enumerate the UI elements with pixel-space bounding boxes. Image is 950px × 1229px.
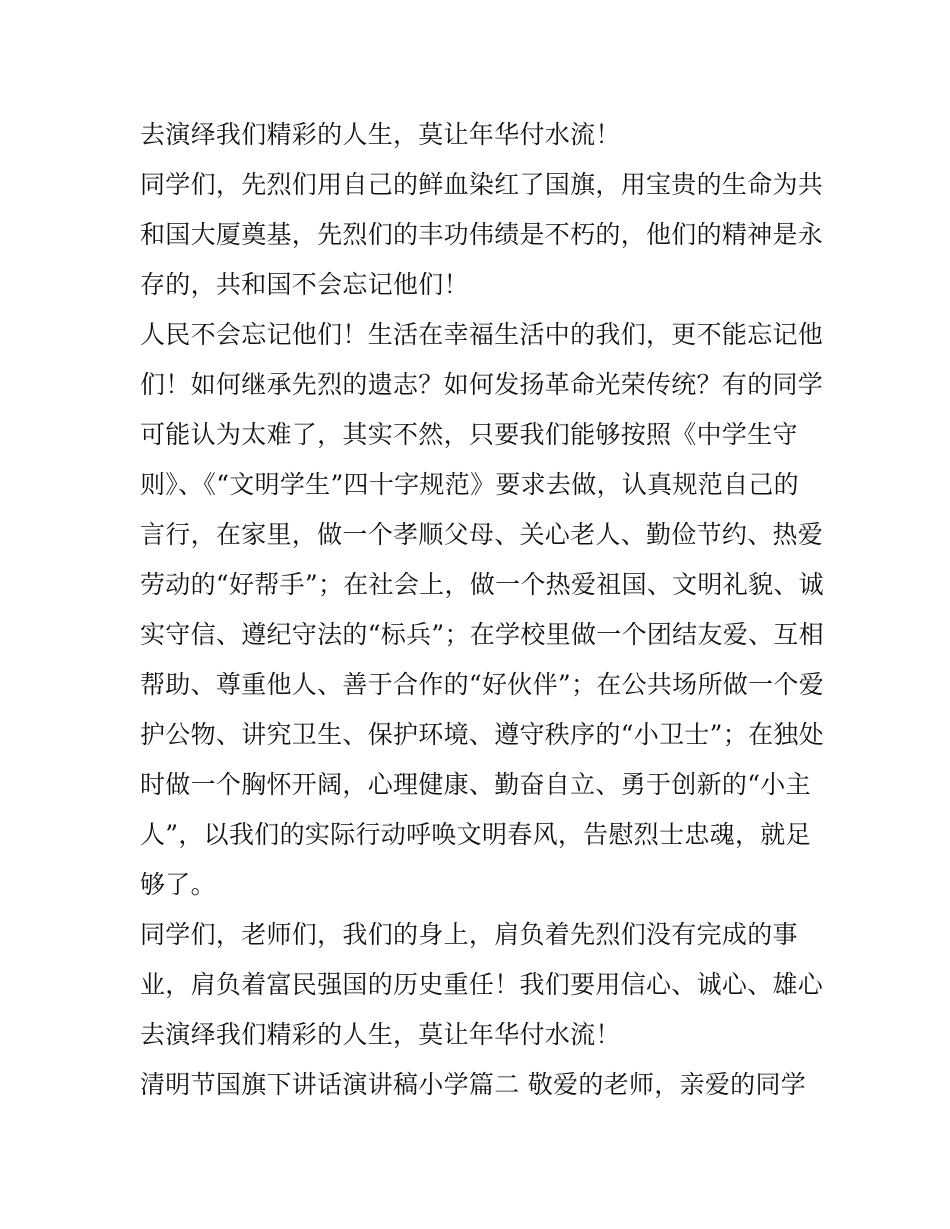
text-line: 们！如何继承先烈的遗志？如何发扬革命光荣传统？有的同学 [140,370,824,399]
text-line: 劳动的“好帮手”；在社会上，做一个热爱祖国、文明礼貌、诚 [140,570,824,599]
text-line: 护公物、讲究卫生、保护环境、遵守秩序的“小卫士”；在独处 [140,720,824,749]
text-line: 人”，以我们的实际行动呼唤文明春风，告慰烈士忠魂，就足 [140,820,811,849]
text-line: 可能认为太难了，其实不然，只要我们能够按照《中学生守 [140,420,798,449]
document-body [140,110,830,1110]
text-line: 去演绎我们精彩的人生，莫让年华付水流！ [140,120,621,149]
text-line: 帮助、尊重他人、善于合作的“好伙伴”；在公共场所做一个爱 [140,670,824,699]
text-line: 业，肩负着富民强国的历史重任！我们要用信心、诚心、雄心 [140,970,824,999]
text-line: 同学们，老师们，我们的身上，肩负着先烈们没有完成的事 [140,920,798,949]
text-line: 时做一个胸怀开阔，心理健康、勤奋自立、勇于创新的“小主 [140,770,811,799]
text-line: 清明节国旗下讲话演讲稿小学篇二 敬爱的老师，亲爱的同学 [140,1070,807,1099]
text-line: 同学们，先烈们用自己的鲜血染红了国旗，用宝贵的生命为共 [140,170,824,199]
text-line: 则》、《“文明学生”四十字规范》要求去做，认真规范自己的 [140,470,799,499]
text-line: 实守信、遵纪守法的“标兵”；在学校里做一个团结友爱、互相 [140,620,824,649]
text-line: 人民不会忘记他们！生活在幸福生活中的我们，更不能忘记他 [140,320,824,349]
text-line: 和国大厦奠基，先烈们的丰功伟绩是不朽的，他们的精神是永 [140,220,824,249]
text-line: 存的，共和国不会忘记他们！ [140,270,469,299]
text-line: 言行，在家里，做一个孝顺父母、关心老人、勤俭节约、热爱 [140,520,824,549]
text-line: 够了。 [140,870,216,899]
text-line: 去演绎我们精彩的人生，莫让年华付水流！ [140,1020,621,1049]
